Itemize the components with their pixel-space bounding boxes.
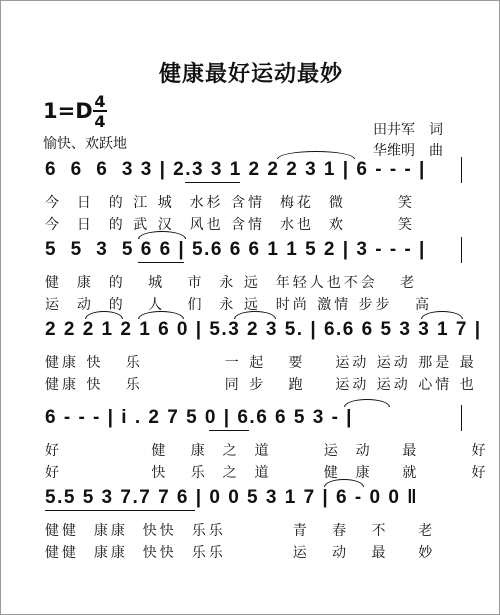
lyric-verse-1: 好 健 康 之 道 运 动 最 好	[45, 443, 489, 459]
staff-3	[1, 317, 500, 405]
time-signature	[93, 94, 107, 129]
notation-line: 5.5 5 3 7.7 7 6 | 0 0 5 3 1 7 | 6 - 0 0 ‖	[45, 487, 419, 508]
song-title: 健康最好运动最妙	[158, 62, 343, 87]
notation-line: 6 6 6 3 3 | 2.3 3 1 2 2 2 3 1 | 6 - - - |	[45, 159, 426, 180]
composer-credit: 华维明 曲	[373, 143, 443, 159]
lyric-verse-2: 好 快 乐 之 道 健 康 就 好	[45, 465, 489, 481]
staff-1	[1, 157, 500, 245]
beam-line	[45, 510, 195, 511]
lyric-verse-2: 健康 快 乐 同 步 跑 运动 运动 心情 也	[45, 377, 477, 393]
beam-line	[185, 182, 240, 183]
time-signature-top: 4	[94, 92, 106, 111]
beam-line	[138, 262, 184, 263]
lyricist-credit: 田井军 词	[373, 122, 443, 138]
time-signature-bottom: 4	[94, 112, 106, 131]
slur-mark	[277, 151, 355, 159]
staff-4	[1, 405, 500, 493]
bar-line-edge	[461, 157, 462, 183]
lyric-verse-2: 健健 康康 快快 乐乐 运 动 最 妙	[45, 545, 436, 561]
lyric-verse-1: 健 康 的 城 市 永 远 年轻人也不会 老	[45, 275, 418, 291]
bar-line-edge	[461, 405, 462, 431]
bar-line-edge	[461, 237, 462, 263]
notation-line: 5 5 3 5 6 6 | 5.6 6 6 1 1 5 2 | 3 - - - |	[45, 239, 426, 260]
beam-line	[209, 430, 249, 431]
staff-5	[1, 485, 500, 573]
lyric-verse-1: 健康 快 乐 一 起 要 运动 运动 那是 最	[45, 355, 477, 371]
lyric-verse-1: 健健 康康 快快 乐乐 青 春 不 老	[45, 523, 436, 539]
lyric-verse-1: 今 日 的 江 城 水杉 含情 梅花 微 笑	[45, 195, 416, 211]
lyric-verse-2: 运 动 的 人 们 永 远 时尚 激情 步步 高	[45, 297, 433, 313]
key-signature: 1=D	[43, 99, 93, 123]
notation-line: 2 2 2 1 2 1 6 0 | 5.3 2 3 5. | 6.6 6 5 3 3 1 7 |	[45, 319, 482, 340]
notation-line: 6 - - - | i . 2 7 5 0 | 6.6 6 5 3 - |	[45, 407, 354, 428]
lyric-verse-2: 今 日 的 武 汉 风也 含情 水也 欢 笑	[45, 217, 416, 233]
tempo-marking: 愉快、欢跃地	[43, 136, 127, 152]
